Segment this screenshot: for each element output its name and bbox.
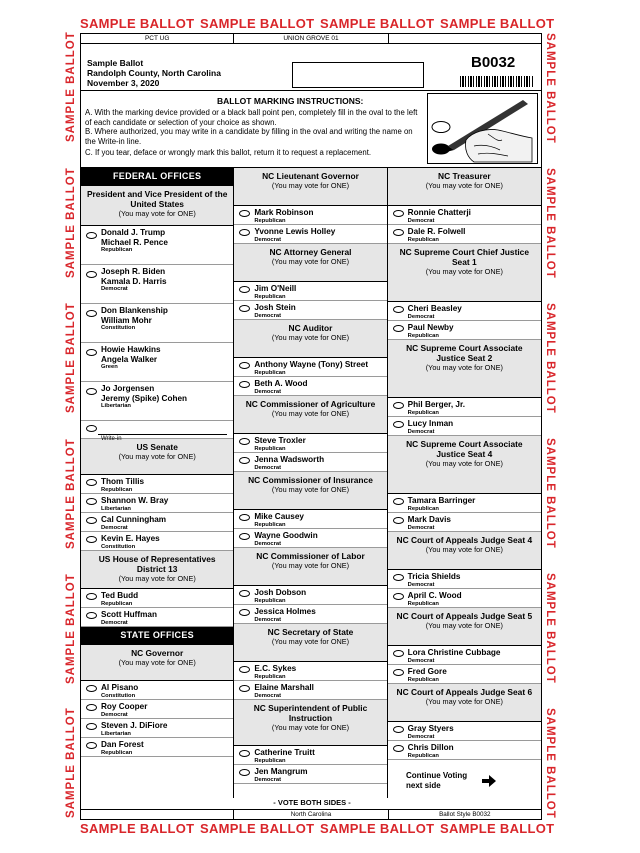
candidate-party: Democrat [254, 776, 282, 783]
contest-title: NC Court of Appeals Judge Seat 5 [396, 611, 533, 621]
candidate-name: Mike Causey [254, 512, 304, 521]
vote-for-one: (You may vote for ONE) [271, 561, 350, 570]
contest-header-appeals-seat6 [388, 684, 541, 722]
watermark-text: SAMPLE BALLOT [440, 16, 555, 31]
candidate-party: Democrat [407, 524, 435, 531]
candidate-party: Green [101, 364, 118, 370]
contest-title: NC Commissioner of Insurance [248, 475, 373, 485]
candidate-name: Ted Budd [101, 591, 139, 600]
running-mate-name: Angela Walker [101, 354, 158, 364]
candidate-option[interactable] [234, 765, 386, 784]
candidate-party: Libertarian [101, 505, 131, 512]
watermark-text: SAMPLE BALLOT [200, 16, 315, 31]
candidate-name: Dan Forest [101, 740, 144, 749]
watermark-text: SAMPLE BALLOT [544, 33, 556, 144]
vote-for-one: (You may vote for ONE) [118, 658, 196, 667]
vote-oval[interactable] [239, 362, 250, 369]
contest-header-agriculture [234, 396, 386, 434]
candidate-option[interactable] [234, 453, 386, 472]
vote-oval[interactable] [393, 210, 404, 217]
contest-title: NC Secretary of State [267, 627, 354, 637]
candidate-option[interactable] [81, 475, 233, 494]
candidate-name: Jessica Holmes [254, 607, 316, 616]
watermark-text: SAMPLE BALLOT [65, 707, 77, 818]
contest-header-assoc-seat2 [388, 340, 541, 398]
ballot-style-code: B0032 [471, 54, 516, 71]
candidate-party: Republican [101, 247, 133, 253]
vote-oval[interactable] [393, 421, 404, 428]
precinct-strip [81, 34, 541, 44]
vote-for-one: (You may vote for ONE) [425, 363, 503, 372]
vote-oval[interactable] [393, 593, 404, 600]
continue-voting-line2: next side [406, 781, 441, 790]
vote-oval[interactable] [393, 325, 404, 332]
candidate-party: Constitution [101, 543, 136, 550]
vote-for-one: (You may vote for ONE) [271, 181, 350, 190]
vote-oval[interactable] [393, 726, 404, 733]
candidate-party: Republican [254, 369, 286, 376]
watermark-text: SAMPLE BALLOT [80, 821, 195, 836]
candidate-name: Kevin E. Hayes [101, 534, 160, 543]
header-title: Sample Ballot [87, 58, 144, 68]
vote-oval[interactable] [86, 723, 97, 730]
candidate-option[interactable] [234, 434, 386, 453]
watermark-text: SAMPLE BALLOT [65, 302, 77, 413]
watermark-text: SAMPLE BALLOT [544, 168, 556, 279]
vote-oval[interactable] [239, 750, 250, 757]
candidate-party: Libertarian [101, 730, 131, 737]
candidate-party: Democrat [254, 312, 282, 319]
vote-oval[interactable] [393, 517, 404, 524]
candidate-party: Republican [407, 236, 439, 243]
candidate-option[interactable] [81, 304, 233, 343]
candidate-party: Democrat [407, 657, 435, 664]
instruction-a: A. With the marking device provided or a black ball point pen, completely fill in the oval to the left of each candidate or selection of your choice as shown. [85, 108, 418, 127]
contest-title: US House of Representatives District 13 [98, 554, 216, 574]
vote-oval[interactable] [86, 593, 97, 600]
candidate-option[interactable] [81, 681, 233, 700]
candidate-option[interactable] [81, 719, 233, 738]
contest-title: NC Auditor [288, 323, 333, 333]
candidate-party: Democrat [407, 313, 435, 320]
contest-header-auditor [234, 320, 386, 358]
vote-oval[interactable] [239, 769, 250, 776]
vote-for-one: (You may vote for ONE) [425, 459, 503, 468]
vote-for-one: (You may vote for ONE) [425, 545, 503, 554]
candidate-name: Steve Troxler [254, 436, 306, 445]
candidate-option[interactable] [81, 589, 233, 608]
contest-title: NC Superintendent of Public Instruction [253, 703, 368, 723]
contest-title: NC Treasurer [438, 171, 491, 181]
candidate-name: Wayne Goodwin [254, 531, 318, 540]
candidate-option[interactable] [388, 494, 541, 513]
candidate-name: Chris Dillon [407, 743, 454, 752]
contest-title: NC Supreme Court Associate Justice Seat 2 [406, 343, 523, 363]
candidate-name: Mark Davis [407, 515, 451, 524]
vote-for-one: (You may vote for ONE) [425, 181, 503, 190]
candidate-option[interactable] [234, 377, 386, 396]
candidate-party: Republican [254, 217, 286, 224]
candidate-name: Josh Dobson [254, 588, 307, 597]
vote-for-one: (You may vote for ONE) [271, 637, 350, 646]
contest-header-appeals-seat4 [388, 532, 541, 570]
candidate-party: Democrat [254, 540, 282, 547]
vote-for-one: (You may vote for ONE) [425, 267, 503, 276]
vote-oval[interactable] [86, 232, 97, 239]
candidate-name: April C. Wood [407, 591, 462, 600]
candidate-name: Howie Hawkins [101, 345, 161, 354]
continue-voting-line1: Continue Voting [406, 771, 468, 780]
instruction-b: B. Where authorized, you may write in a candidate by filling in the oval and writing the name on the Write-in line. [85, 127, 413, 146]
candidate-party: Republican [254, 521, 286, 528]
candidate-party: Democrat [254, 388, 282, 395]
contest-header-house [81, 551, 233, 589]
candidate-party: Republican [254, 293, 286, 300]
vote-oval[interactable] [86, 612, 97, 619]
footer-strip [81, 809, 541, 819]
candidate-party: Democrat [254, 464, 282, 471]
candidate-option[interactable] [234, 206, 386, 225]
candidate-option[interactable] [388, 302, 541, 321]
vote-oval[interactable] [239, 381, 250, 388]
marking-example-icon [427, 93, 538, 164]
footer-state: North Carolina [234, 810, 388, 819]
contest-title: NC Governor [131, 648, 184, 658]
candidate-option[interactable] [388, 589, 541, 608]
candidate-name: Cheri Beasley [407, 304, 462, 313]
candidate-party: Republican [254, 673, 286, 680]
candidate-party: Republican [254, 757, 286, 764]
watermark-text: SAMPLE BALLOT [544, 303, 556, 414]
contest-title: US Senate [136, 442, 178, 452]
instruction-c: C. If you tear, deface or wrongly mark this ballot, return it to request a replacement. [85, 148, 372, 157]
precinct-label: PCT UG [81, 34, 234, 43]
vote-oval[interactable] [86, 685, 97, 692]
instructions [81, 91, 541, 168]
candidate-name: Phil Berger, Jr. [407, 400, 465, 409]
ballot-header [81, 44, 541, 91]
candidate-name: Anthony Wayne (Tony) Street [254, 360, 369, 369]
write-in-line[interactable] [98, 434, 227, 435]
candidate-name: Tamara Barringer [407, 496, 476, 505]
vote-for-one: (You may vote for ONE) [271, 409, 350, 418]
candidate-party: Constitution [101, 692, 136, 699]
contest-header-secretary-of-state [234, 624, 386, 662]
candidate-name: Catherine Truitt [254, 748, 315, 757]
vote-oval[interactable] [86, 704, 97, 711]
contest-title: NC Lieutenant Governor [262, 171, 359, 181]
ballot-sheet [80, 33, 542, 820]
contest-header-treasurer [388, 168, 541, 206]
vote-oval[interactable] [239, 229, 250, 236]
vote-oval[interactable] [239, 685, 250, 692]
candidate-party: Republican [101, 486, 133, 493]
candidate-party: Democrat [407, 581, 435, 588]
candidate-name: Tricia Shields [407, 572, 461, 581]
column-2 [234, 168, 387, 798]
precinct-name: UNION GROVE 01 [234, 34, 388, 43]
contest-title: NC Supreme Court Associate Justice Seat 4 [406, 439, 523, 459]
contest-title: NC Supreme Court Chief Justice Seat 1 [399, 247, 529, 267]
candidate-name: Ronnie Chatterji [407, 208, 471, 217]
contest-header-lt-governor [234, 168, 386, 206]
vote-oval[interactable] [239, 305, 250, 312]
candidate-option[interactable] [388, 398, 541, 417]
contest-title: President and Vice President of the United States [86, 189, 228, 209]
candidate-option[interactable] [388, 570, 541, 589]
vote-oval[interactable] [86, 271, 97, 278]
candidate-option[interactable] [388, 741, 541, 760]
vote-oval[interactable] [239, 609, 250, 616]
candidate-party: Republican [407, 409, 439, 416]
candidate-name: Steven J. DiFiore [101, 721, 168, 730]
vote-oval[interactable] [86, 498, 97, 505]
vote-for-one: (You may vote for ONE) [271, 333, 350, 342]
candidate-party: Democrat [254, 616, 282, 623]
candidate-party: Libertarian [101, 403, 131, 409]
running-mate-name: William Mohr [101, 315, 152, 325]
vote-oval[interactable] [393, 402, 404, 409]
candidate-option[interactable] [81, 513, 233, 532]
candidate-name: Mark Robinson [254, 208, 314, 217]
candidate-party: Democrat [407, 217, 435, 224]
running-mate-name: Michael R. Pence [101, 237, 168, 247]
vote-for-one: (You may vote for ONE) [271, 723, 350, 732]
candidate-name: Dale R. Folwell [407, 227, 466, 236]
candidate-option[interactable] [81, 265, 233, 304]
header-county: Randolph County, North Carolina [87, 68, 221, 78]
running-mate-name: Kamala D. Harris [101, 276, 167, 286]
candidate-name: E.C. Sykes [254, 664, 297, 673]
candidate-name: Jenna Wadsworth [254, 455, 325, 464]
candidate-option[interactable] [388, 225, 541, 244]
candidate-name: Beth A. Wood [254, 379, 308, 388]
candidate-party: Democrat [101, 524, 128, 531]
vote-oval[interactable] [239, 457, 250, 464]
watermark-text: SAMPLE BALLOT [65, 31, 77, 142]
watermark-text: SAMPLE BALLOT [320, 821, 435, 836]
vote-oval[interactable] [393, 745, 404, 752]
contest-header-insurance [234, 472, 386, 510]
contest-header-president [81, 186, 233, 226]
candidate-option[interactable] [234, 605, 386, 624]
contest-title: NC Commissioner of Labor [256, 551, 365, 561]
candidate-option[interactable] [388, 321, 541, 340]
candidate-name: Al Pisano [101, 683, 139, 692]
candidate-option[interactable] [388, 646, 541, 665]
candidate-party: Democrat [101, 711, 128, 718]
vote-oval[interactable] [393, 498, 404, 505]
candidate-option[interactable] [388, 665, 541, 684]
contest-title: NC Attorney General [269, 247, 352, 257]
vote-oval[interactable] [239, 286, 250, 293]
candidate-option[interactable] [234, 301, 386, 320]
vote-oval[interactable] [86, 388, 97, 395]
column-1 [81, 168, 234, 798]
candidate-option[interactable] [81, 382, 233, 421]
watermark-text: SAMPLE BALLOT [65, 167, 77, 278]
candidate-name: Lora Christine Cubbage [407, 648, 501, 657]
candidate-name: Elaine Marshall [254, 683, 314, 692]
instructions-title: BALLOT MARKING INSTRUCTIONS: [217, 96, 364, 106]
candidate-option[interactable] [234, 529, 386, 548]
contest-header-governor [81, 645, 233, 681]
write-in-option[interactable] [81, 421, 233, 442]
vote-oval[interactable] [393, 574, 404, 581]
vote-oval[interactable] [393, 306, 404, 313]
candidate-party: Democrat [101, 619, 128, 626]
candidate-name: Lucy Inman [407, 419, 454, 428]
watermark-text: SAMPLE BALLOT [544, 573, 556, 684]
section-header-state: STATE OFFICES [81, 627, 233, 645]
contest-header-appeals-seat5 [388, 608, 541, 646]
contest-header-labor [234, 548, 386, 586]
candidate-option[interactable] [234, 358, 386, 377]
vote-both-sides: - VOTE BOTH SIDES - [273, 798, 351, 807]
candidate-party: Democrat [407, 733, 435, 740]
vote-oval[interactable] [86, 536, 97, 543]
candidate-option[interactable] [234, 681, 386, 700]
candidate-name: Gray Styers [407, 724, 454, 733]
candidate-option[interactable] [234, 746, 386, 765]
contest-header-superintendent [234, 700, 386, 746]
candidate-party: Democrat [101, 286, 128, 292]
running-mate-name: Jeremy (Spike) Cohen [101, 393, 187, 403]
vote-oval[interactable] [393, 650, 404, 657]
vote-oval[interactable] [86, 517, 97, 524]
candidate-option[interactable] [234, 225, 386, 244]
vote-for-one: (You may vote for ONE) [425, 697, 503, 706]
candidate-name: Josh Stein [254, 303, 296, 312]
candidate-option[interactable] [388, 417, 541, 436]
contest-title: NC Court of Appeals Judge Seat 4 [396, 535, 533, 545]
candidate-name: Donald J. Trump [101, 228, 166, 237]
contest-header-attorney-general [234, 244, 386, 282]
section-header-federal: FEDERAL OFFICES [81, 168, 233, 186]
candidate-party: Republican [407, 752, 439, 759]
candidate-option[interactable] [81, 700, 233, 719]
candidate-option[interactable] [81, 532, 233, 551]
watermark-text: SAMPLE BALLOT [65, 573, 77, 684]
header-date: November 3, 2020 [87, 78, 160, 88]
vote-for-one: (You may vote for ONE) [118, 209, 196, 218]
contest-header-chief-justice [388, 244, 541, 302]
watermark-text: SAMPLE BALLOT [320, 16, 435, 31]
candidate-option[interactable] [234, 510, 386, 529]
candidate-option[interactable] [388, 206, 541, 225]
candidate-party: Republican [101, 749, 133, 756]
candidate-name: Roy Cooper [101, 702, 148, 711]
vote-for-one: (You may vote for ONE) [118, 574, 196, 583]
candidate-name: Don Blankenship [101, 306, 168, 315]
watermark-text: SAMPLE BALLOT [65, 438, 77, 549]
candidate-party: Republican [407, 505, 439, 512]
vote-oval[interactable] [239, 590, 250, 597]
candidate-name: Thom Tillis [101, 477, 145, 486]
candidate-name: Yvonne Lewis Holley [254, 227, 336, 236]
candidate-party: Democrat [254, 236, 282, 243]
watermark-text: SAMPLE BALLOT [544, 708, 556, 819]
footer-ballot-style: Ballot Style B0032 [439, 811, 491, 818]
candidate-name: Cal Cunningham [101, 515, 167, 524]
vote-oval[interactable] [239, 210, 250, 217]
candidate-party: Democrat [407, 428, 435, 435]
candidate-name: Jo Jorgensen [101, 384, 155, 393]
candidate-name: Paul Newby [407, 323, 454, 332]
vote-oval[interactable] [239, 514, 250, 521]
candidate-option[interactable] [234, 662, 386, 681]
barcode [460, 76, 534, 87]
candidate-party: Republican [254, 445, 286, 452]
vote-oval[interactable] [239, 666, 250, 673]
contest-header-senate [81, 439, 233, 475]
vote-for-one: (You may vote for ONE) [425, 621, 503, 630]
candidate-option[interactable] [81, 343, 233, 382]
candidate-name: Joseph R. Biden [101, 267, 166, 276]
candidate-option[interactable] [234, 282, 386, 301]
vote-oval[interactable] [239, 533, 250, 540]
contest-header-assoc-seat4 [388, 436, 541, 494]
watermark-text: SAMPLE BALLOT [440, 821, 555, 836]
candidate-option[interactable] [81, 226, 233, 265]
candidate-option[interactable] [388, 513, 541, 532]
candidate-option[interactable] [81, 738, 233, 757]
vote-oval[interactable] [86, 425, 97, 432]
write-in-label: Write-in [101, 436, 122, 442]
candidate-party: Constitution [101, 325, 136, 331]
arrow-right-icon [482, 775, 496, 787]
watermark-text: SAMPLE BALLOT [80, 16, 195, 31]
candidate-party: Republican [254, 597, 286, 604]
candidate-option[interactable] [388, 722, 541, 741]
candidate-option[interactable] [81, 608, 233, 627]
vote-for-one: (You may vote for ONE) [118, 452, 196, 461]
candidate-party: Democrat [254, 692, 282, 699]
vote-oval[interactable] [239, 438, 250, 445]
contest-columns [81, 168, 541, 798]
candidate-name: Fred Gore [407, 667, 447, 676]
candidate-party: Republican [407, 676, 439, 683]
candidate-name: Jen Mangrum [254, 767, 308, 776]
watermark-text: SAMPLE BALLOT [200, 821, 315, 836]
candidate-name: Jim O'Neill [254, 284, 297, 293]
contest-title: NC Court of Appeals Judge Seat 6 [396, 687, 533, 697]
vote-oval[interactable] [86, 742, 97, 749]
vote-oval[interactable] [86, 310, 97, 317]
vote-oval[interactable] [393, 229, 404, 236]
vote-oval[interactable] [393, 669, 404, 676]
candidate-party: Republican [407, 332, 439, 339]
contest-title: NC Commissioner of Agriculture [245, 399, 376, 409]
candidate-name: Scott Huffman [101, 610, 157, 619]
candidate-option[interactable] [81, 494, 233, 513]
candidate-name: Shannon W. Bray [101, 496, 169, 505]
candidate-option[interactable] [234, 586, 386, 605]
vote-oval[interactable] [86, 479, 97, 486]
candidate-party: Republican [407, 600, 439, 607]
candidate-party: Republican [101, 600, 133, 607]
vote-oval[interactable] [86, 349, 97, 356]
watermark-text: SAMPLE BALLOT [544, 438, 556, 549]
blank-box [292, 62, 424, 88]
vote-for-one: (You may vote for ONE) [271, 257, 350, 266]
vote-for-one: (You may vote for ONE) [271, 485, 350, 494]
column-3 [388, 168, 541, 798]
